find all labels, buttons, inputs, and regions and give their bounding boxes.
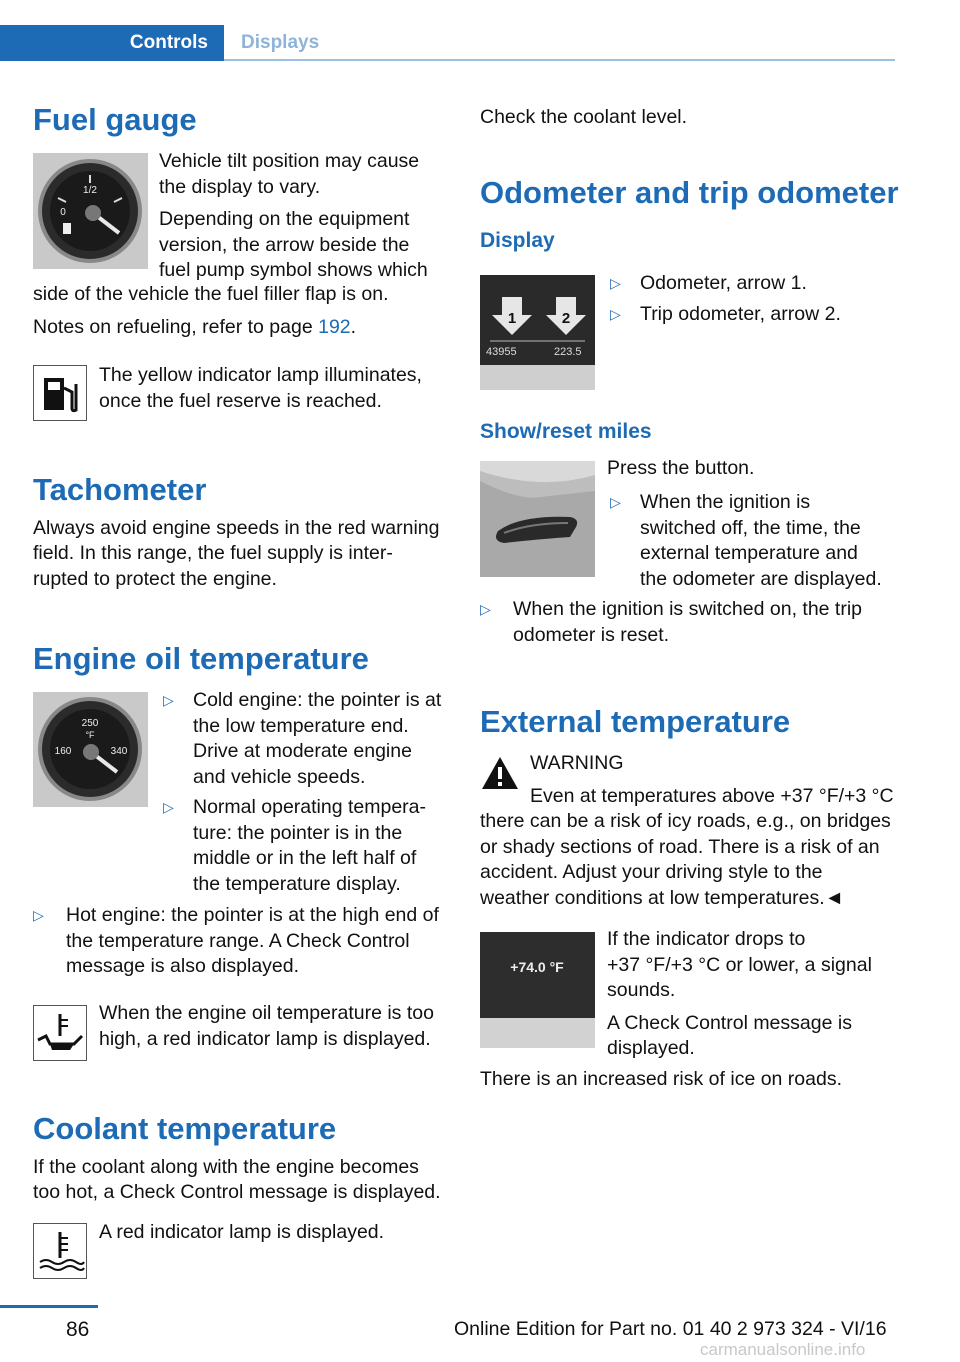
indicator-l4: A Check Control message is xyxy=(607,1011,852,1034)
reset-subtitle-wrap xyxy=(480,420,652,444)
fuel-gauge-half-label: 1/2 xyxy=(83,185,97,196)
engine-oil-title: Engine oil temperature xyxy=(33,641,369,676)
fuel-pump-icon xyxy=(34,366,86,420)
fuel-lamp-l2: once the fuel reserve is reached. xyxy=(99,389,382,412)
indicator-l5: displayed. xyxy=(607,1037,695,1059)
fuel-gauge-cont xyxy=(33,282,453,340)
warning-icon xyxy=(480,755,520,791)
oil-gauge-image xyxy=(33,692,148,807)
odo-bullet-2 xyxy=(610,302,900,328)
ice-risk-text xyxy=(480,1067,900,1093)
odometer-display-icon xyxy=(480,275,595,390)
page-number: 86 xyxy=(66,1318,90,1341)
tachometer-section xyxy=(33,472,453,592)
tach-l3: rupted to protect the engine. xyxy=(33,567,277,590)
odo-b4-l2: odometer is reset. xyxy=(513,623,670,646)
warning-l4: accident. Adjust your driving style to the xyxy=(480,861,823,883)
oil-temperature-icon xyxy=(34,1006,86,1060)
oil-title-wrap xyxy=(33,641,369,677)
oil-b2-l1: Normal operating tempera- xyxy=(193,796,427,818)
indicator-text xyxy=(607,927,907,1062)
press-button-line: Press the button. xyxy=(607,457,755,479)
warning-l3: or shady sections of road. There is a risk of an xyxy=(480,835,880,858)
bullet-triangle-icon: ▷ xyxy=(610,306,621,322)
warning-l1: Even at temperatures above +37 °F/+3 °C xyxy=(530,784,894,807)
warning-l2: there can be a risk of icy roads, e.g., on bridges xyxy=(480,810,891,832)
footer-rule xyxy=(0,1305,98,1308)
fuel-notes-text: Notes on refueling, refer to page xyxy=(33,315,319,338)
coolant-section xyxy=(33,1111,458,1206)
header-divider xyxy=(224,59,895,61)
oil-b2-l2: ture: the pointer is in the xyxy=(193,821,403,844)
external-temperature-title: External temperature xyxy=(480,704,791,739)
show-reset-subtitle: Show/reset miles xyxy=(480,420,652,443)
fuel-gauge-icon xyxy=(33,153,148,269)
fuel-p2d: side of the vehicle the fuel filler flap is on. xyxy=(33,283,389,305)
tab-displays[interactable]: Displays xyxy=(241,32,320,53)
coolant-l1: If the coolant along with the engine becomes xyxy=(33,1155,419,1178)
oil-b3-l1: Hot engine: the pointer is at the high end of xyxy=(66,904,439,926)
odo-b3-l3: external temperature and xyxy=(640,542,858,564)
odometer-title: Odometer and trip odometer xyxy=(480,175,899,210)
tachometer-title: Tachometer xyxy=(33,472,207,507)
tach-l1: Always avoid engine speeds in the red warning xyxy=(33,516,440,539)
oil-gauge-icon xyxy=(33,692,148,807)
odo-b3-l4: the odometer are displayed. xyxy=(640,567,882,590)
oil-b3-l2: the temperature range. A Check Control xyxy=(66,929,410,952)
fuel-lamp-l1: The yellow indicator lamp illuminates, xyxy=(99,364,422,386)
oil-gauge-250: 250 xyxy=(81,718,99,729)
odo-arrow-1: 1 xyxy=(507,310,517,327)
oil-b2-l3: middle or in the left half of xyxy=(193,847,417,869)
coolant-lamp-line: A red indicator lamp is displayed. xyxy=(99,1221,385,1243)
coolant-l2: too hot, a Check Control message is displayed. xyxy=(33,1181,441,1204)
warning-triangle xyxy=(480,755,520,791)
odo-bullet-ignition-off xyxy=(610,490,900,592)
fuel-p2c: fuel pump symbol shows which xyxy=(159,259,428,281)
bullet-triangle-icon: ▷ xyxy=(163,692,174,708)
oil-gauge-160: 160 xyxy=(54,746,72,757)
edition-text: Online Edition for Part no. 01 40 2 973 324 - VI/16 xyxy=(454,1318,887,1340)
odo-arrow-2: 2 xyxy=(561,310,571,327)
bullet-triangle-icon: ▷ xyxy=(610,494,621,510)
oil-b1-l2: the low temperature end. xyxy=(193,714,409,737)
warning-label: WARNING xyxy=(530,752,624,774)
ice-risk-line: There is an increased risk of ice on roads. xyxy=(480,1068,843,1090)
coolant-check-line: Check the coolant level. xyxy=(480,106,688,128)
fuel-gauge-title-wrap xyxy=(33,102,197,138)
warning-body xyxy=(480,809,910,911)
coolant-lamp-box xyxy=(33,1223,87,1279)
ext-display-value: +74.0 °F xyxy=(510,959,564,975)
oil-lamp-l1: When the engine oil temperature is too xyxy=(99,1002,434,1024)
bullet-triangle-icon: ▷ xyxy=(163,799,174,815)
reset-button-icon xyxy=(480,461,595,577)
fuel-gauge-title: Fuel gauge xyxy=(33,102,197,137)
fuel-notes xyxy=(33,315,453,341)
fuel-gauge-zero-label: 0 xyxy=(60,207,66,218)
oil-gauge-unit: °F xyxy=(85,730,95,740)
fuel-gauge-intro xyxy=(159,149,449,284)
fuel-pump-lamp-box xyxy=(33,365,87,421)
header-bar xyxy=(0,25,895,61)
odo-b1: Odometer, arrow 1. xyxy=(640,272,807,294)
odo-b3-l2: switched off, the time, the xyxy=(640,516,861,539)
ext-title-wrap xyxy=(480,704,790,740)
odo-bullet-1 xyxy=(610,271,900,297)
odo-value-2: 223.5 xyxy=(554,346,582,358)
coolant-check xyxy=(480,105,900,131)
oil-b1-l4: and vehicle speeds. xyxy=(193,765,366,788)
bullet-triangle-icon: ▷ xyxy=(610,275,621,291)
odo-b2: Trip odometer, arrow 2. xyxy=(640,303,841,325)
oil-lamp-box xyxy=(33,1005,87,1061)
indicator-l1: If the indicator drops to xyxy=(607,928,806,950)
fuel-p2a: Depending on the equipment xyxy=(159,208,410,230)
odometer-section xyxy=(480,175,900,253)
fuel-gauge-image xyxy=(33,153,148,269)
temperature-display-icon xyxy=(480,932,595,1048)
display-subtitle: Display xyxy=(480,228,555,252)
watermark: carmanualsonline.info xyxy=(700,1340,866,1359)
oil-lamp-l2: high, a red indicator lamp is displayed. xyxy=(99,1027,431,1050)
reset-button-image xyxy=(480,461,595,577)
oil-lamp-text xyxy=(99,1001,449,1052)
warning-head xyxy=(530,751,910,809)
fuel-lamp-text xyxy=(99,363,449,414)
tab-controls[interactable]: Controls xyxy=(0,25,224,61)
oil-gauge-340: 340 xyxy=(110,746,128,757)
oil-b1-l3: Drive at moderate engine xyxy=(193,740,412,762)
press-button-text xyxy=(607,456,897,482)
fuel-p1a: Vehicle tilt position may cause xyxy=(159,150,420,172)
oil-b1-l1: Cold engine: the pointer is at xyxy=(193,689,442,711)
coolant-lamp-text xyxy=(99,1220,449,1246)
indicator-l3: sounds. xyxy=(607,979,676,1001)
page-link-192[interactable]: 192 xyxy=(318,315,351,338)
indicator-l2: +37 °F/+3 °C or lower, a signal xyxy=(607,953,872,976)
oil-bullet-cold xyxy=(163,688,453,790)
external-temp-display-image xyxy=(480,932,595,1048)
odo-b4-l1: When the ignition is switched on, the trip xyxy=(513,598,863,620)
oil-bullet-normal xyxy=(163,795,453,897)
fuel-notes-period: . xyxy=(350,315,357,338)
coolant-temperature-icon xyxy=(34,1224,86,1278)
bullet-triangle-icon: ▷ xyxy=(480,601,491,617)
oil-b2-l4: the temperature display. xyxy=(193,872,401,895)
odo-b3-l1: When the ignition is xyxy=(640,491,811,513)
odo-bullet-ignition-on xyxy=(480,597,900,648)
tach-l2: field. In this range, the fuel supply is inter- xyxy=(33,542,393,565)
odometer-image xyxy=(480,275,595,390)
coolant-title: Coolant temperature xyxy=(33,1111,337,1146)
oil-bullet-hot xyxy=(33,903,453,980)
fuel-p1b: the display to vary. xyxy=(159,175,321,198)
fuel-p2b: version, the arrow beside the xyxy=(159,233,410,256)
bullet-triangle-icon: ▷ xyxy=(33,907,44,923)
oil-b3-l3: message is also displayed. xyxy=(66,955,300,977)
warning-l5: weather conditions at low temperatures.◄ xyxy=(480,886,844,909)
odo-value-1: 43955 xyxy=(486,346,517,358)
